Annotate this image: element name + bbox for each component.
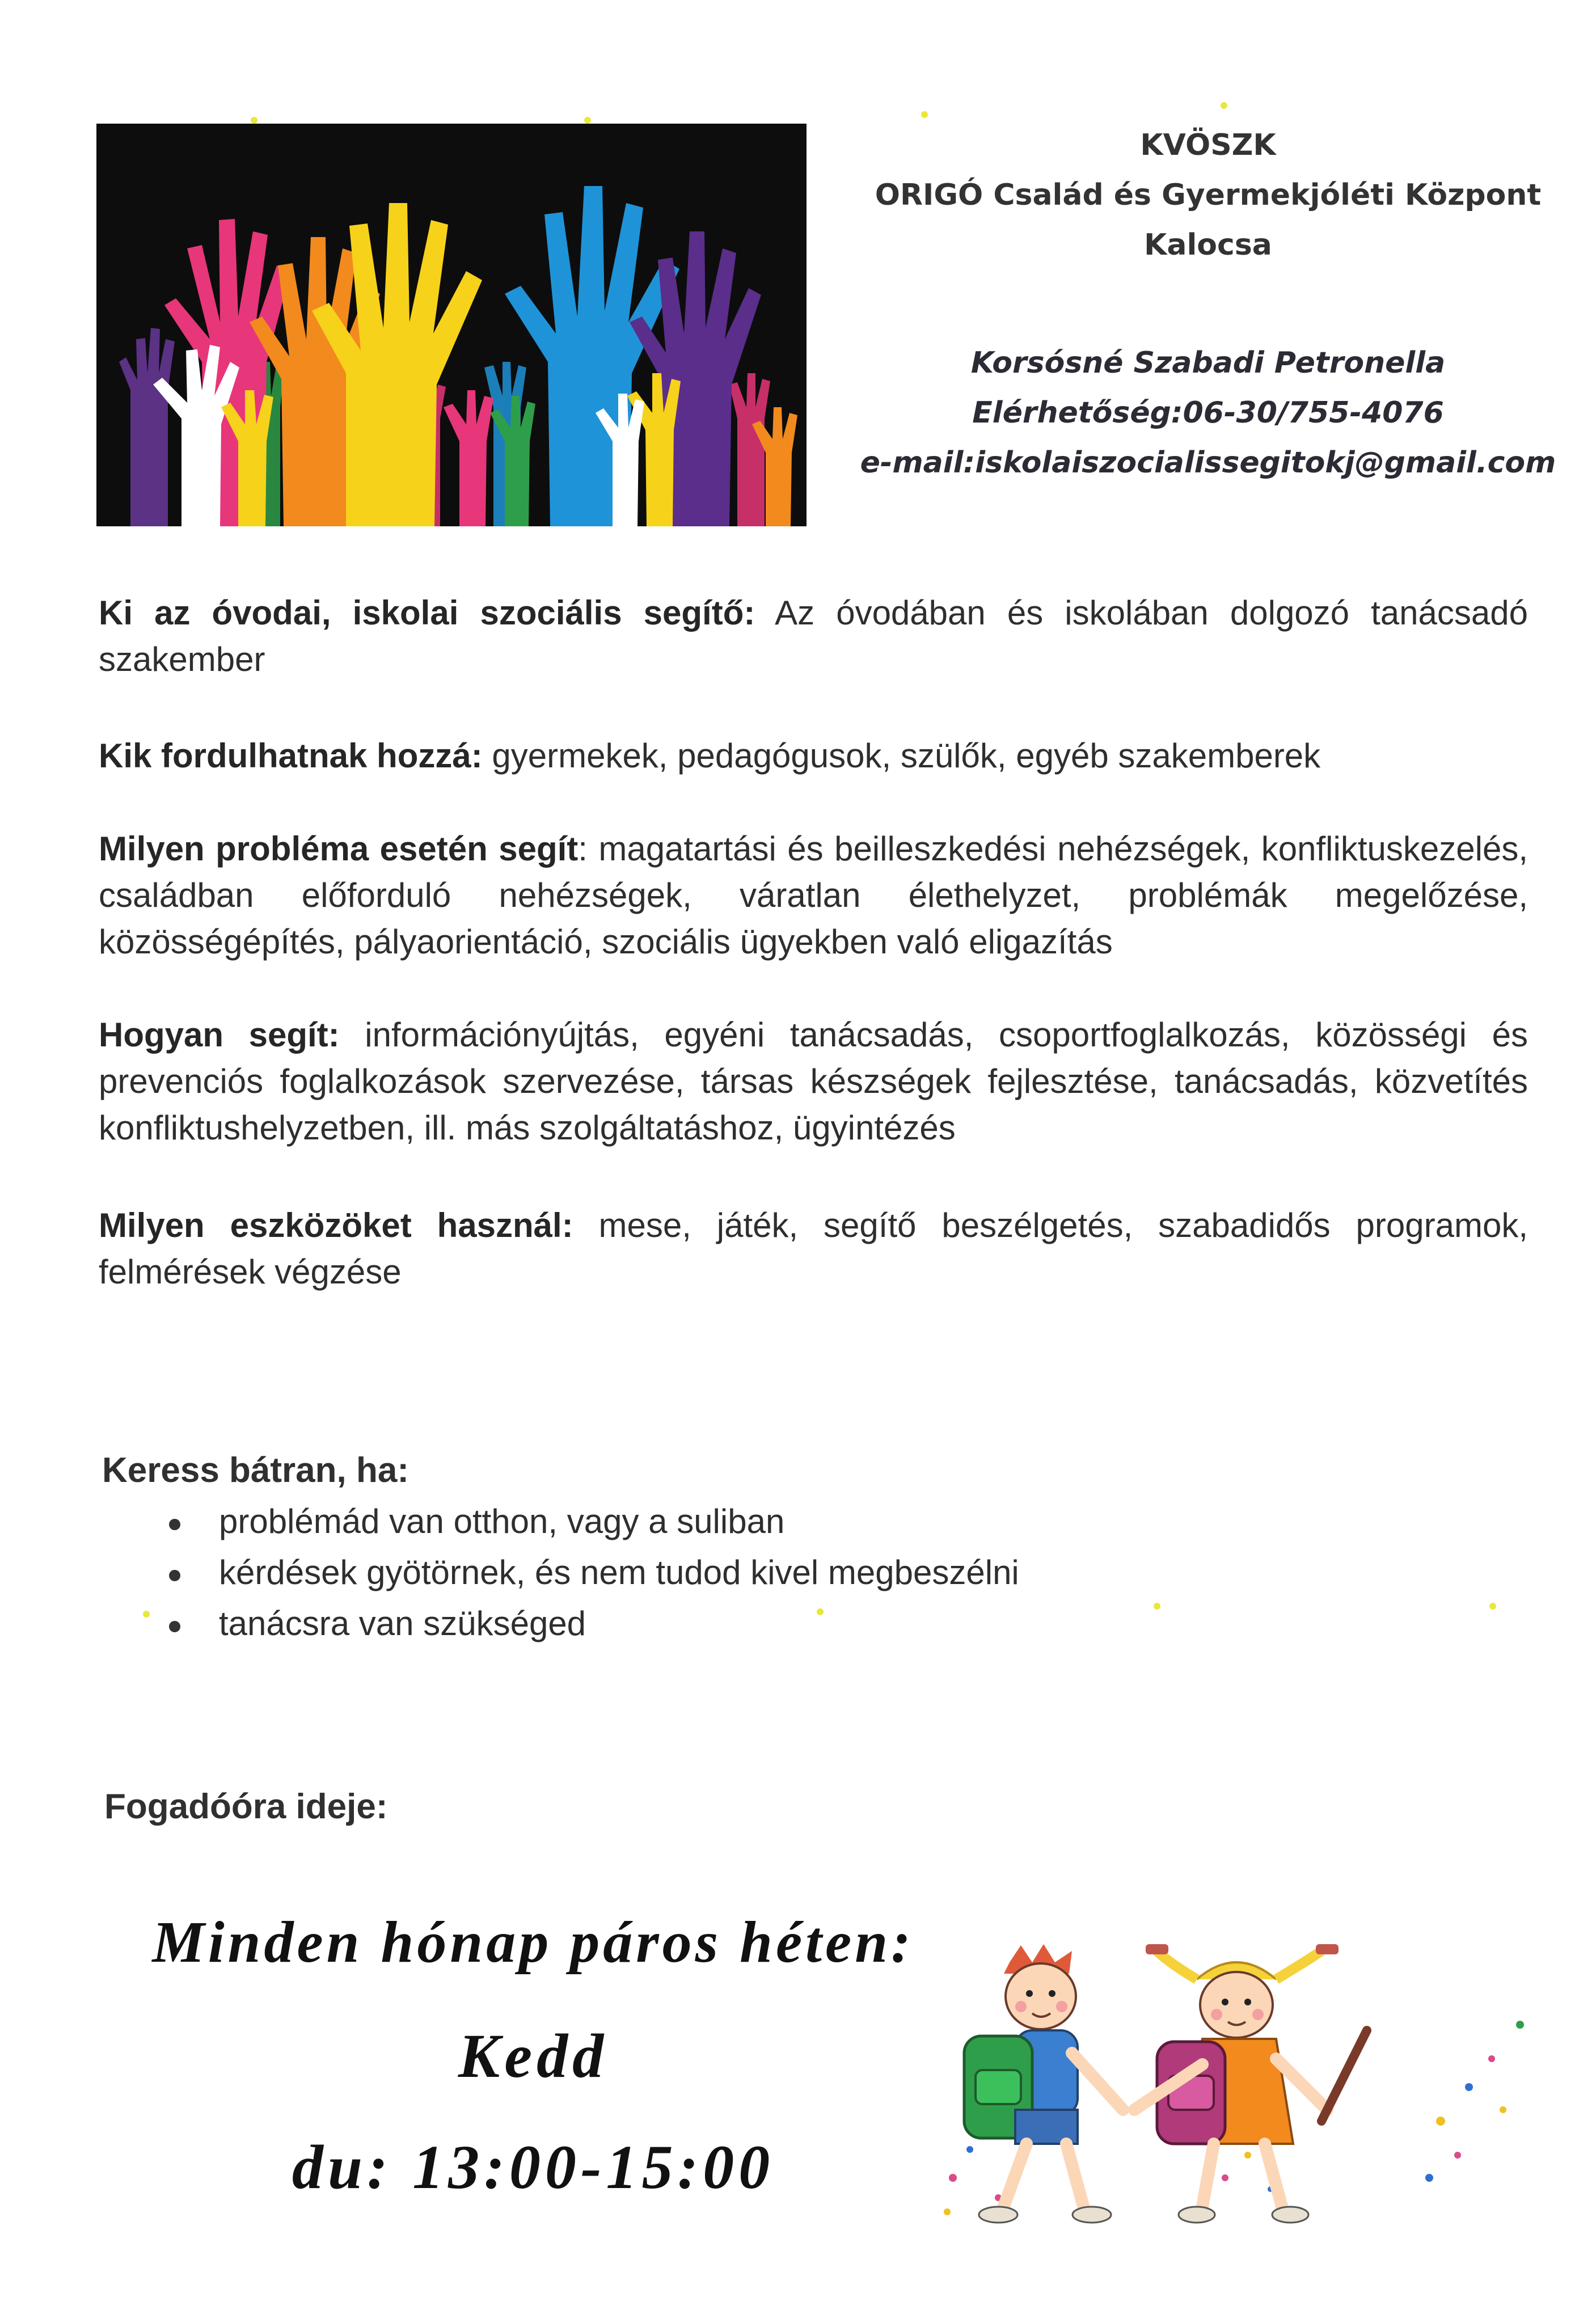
contact-block — [839, 338, 1577, 488]
section-problems — [99, 826, 1528, 965]
contact-person: Korsósné Szabadi Petronella — [970, 346, 1446, 380]
org-name-full: ORIGÓ Család és Gyermekjóléti Központ — [875, 178, 1542, 212]
encourage-heading: Keress bátran, ha: — [102, 1451, 409, 1490]
contact-email[interactable]: e-mail:iskolaiszocialissegitokj@gmail.com — [860, 446, 1556, 480]
list-item: kérdések gyötörnek, és nem tudod kivel megbeszélni — [102, 1547, 1463, 1598]
encourage-block — [102, 1445, 1463, 1649]
section-who-text: Az óvodában és iskolában dolgozó tanácsadó szakember — [99, 594, 1529, 678]
section-tools-label: Milyen eszközöket használ: — [99, 1206, 573, 1244]
section-tools — [99, 1202, 1528, 1295]
organization-block — [839, 120, 1577, 270]
org-city: Kalocsa — [1144, 228, 1272, 262]
office-hours-heading: Fogadóóra ideje: — [104, 1787, 388, 1826]
encourage-list — [102, 1496, 1463, 1649]
schedule-line-1: Minden hónap páros héten: — [152, 1910, 914, 1975]
list-item: problémád van otthon, vagy a suliban — [102, 1496, 1463, 1547]
schedule-time: du: 13:00-15:00 — [292, 2132, 775, 2202]
schedule-day: Kedd — [458, 2021, 609, 2090]
raised-hands-illustration — [96, 124, 807, 526]
list-item: tanácsra van szükséged — [102, 1598, 1463, 1649]
section-who — [99, 590, 1528, 683]
section-how — [99, 1012, 1528, 1151]
children-with-backpacks-illustration — [930, 1940, 1548, 2235]
section-who-can-turn-text: gyermekek, pedagógusok, szülők, egyéb szakemberek — [482, 737, 1321, 775]
section-how-text: információnyújtás, egyéni tanácsadás, csoportfoglalkozás, közösségi és prevenciós foglalkozások szervezése, társas készségek fejlesztése, tanácsadás, közvetítés konfliktushelyzetben, ill. más szolgáltatáshoz, ügyintézés — [99, 1016, 1528, 1147]
section-tools-text: mese, játék, segítő beszélgetés, szabadidős programok, felmérések végzése — [99, 1206, 1528, 1291]
section-who-can-turn-label: Kik fordulhatnak hozzá: — [99, 737, 483, 775]
section-problems-text: : magatartási és beilleszkedési nehézségek, konfliktuskezelés, családban előforduló nehézségek, váratlan élethelyzet, problémák megelőzése, közösségépítés, pályaorientáció, szociális ügyekben való eligazítás — [99, 830, 1528, 961]
section-problems-label: Milyen probléma esetén segít — [99, 830, 579, 868]
section-who-can-turn — [99, 733, 1528, 779]
section-how-label: Hogyan segít: — [99, 1016, 340, 1054]
section-who-label: Ki az óvodai, iskolai szociális segítő: — [99, 594, 755, 632]
org-name-short: KVÖSZK — [1140, 128, 1276, 162]
contact-phone: Elérhetőség:06-30/755-4076 — [972, 396, 1444, 430]
